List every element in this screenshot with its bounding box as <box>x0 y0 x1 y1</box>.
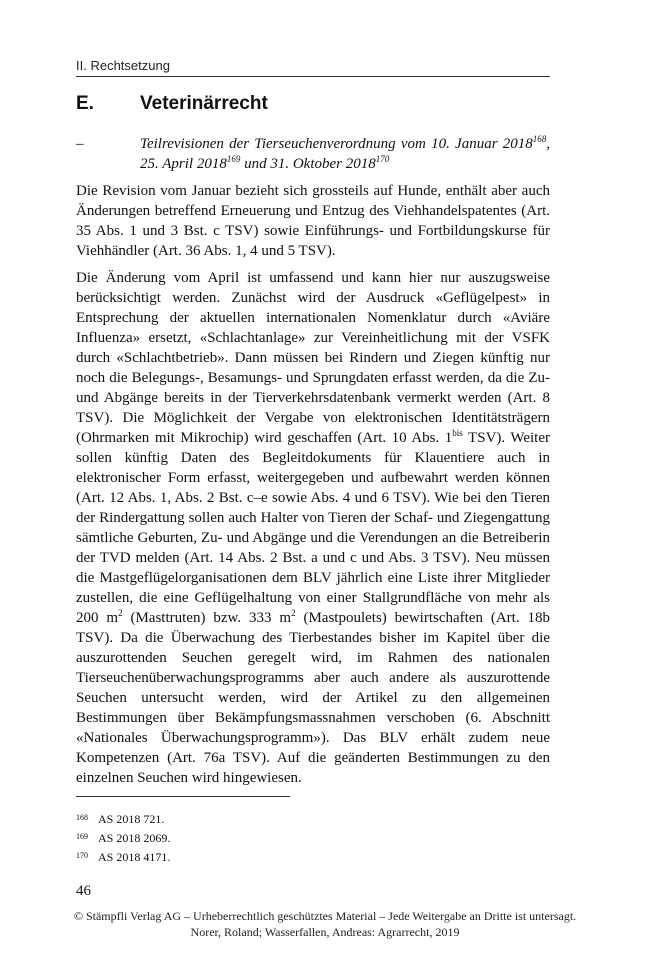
running-head: II. Rechtsetzung <box>76 58 550 77</box>
footnote-text: AS 2018 4171. <box>98 850 171 864</box>
superscript: bis <box>452 428 463 438</box>
footnote <box>76 829 550 848</box>
footnote-number: 170 <box>76 851 88 860</box>
paragraph-text: (Mastpoulets) bewirtschaften (Art. 18b TSV). Da die Überwachung des Tierbestandes bisher im Kapitel über die auszurottenden Seuchen geregelt wird, im Rahmen des nationalen Tierseuchenüberwachungsprogramms aber auch andere als auszurottende Seuchen untersucht werden, wird der Artikel zu den allgemeinen Bestimmungen über Bekämpfungsmassnahmen verschoben (6. Abschnitt «Nationales Überwachungsprogramm»). Das BLV erhält zudem neue Kompetenzen (Art. 76a TSV). Auf die geänderten Bestimmungen zu den einzelnen Seuchen wird hingewiesen. <box>76 610 550 786</box>
footnote-text: AS 2018 721. <box>98 812 165 826</box>
footnote-number: 168 <box>76 813 88 822</box>
subsection-heading <box>76 134 550 174</box>
subsection-title-part: und 31. Oktober 2018 <box>240 156 376 172</box>
subsection-dash: – <box>76 136 84 152</box>
paragraph-text: (Masttruten) bzw. 333 m <box>122 610 292 626</box>
subsection-title <box>140 134 550 174</box>
paragraph: Die Revision vom Januar bezieht sich grossteils auf Hunde, enthält aber auch Änderungen betreffend Erneuerung und Entzug des Viehhandelspatentes (Art. 35 Abs. 1 und 3 Bst. c TSV) sowie Einführungs- und Fortbildungskurse für Viehhändler (Art. 36 Abs. 1, 4 und 5 TSV). <box>76 183 550 259</box>
citation-line: Norer, Roland; Wasserfallen, Andreas: Agrarrecht, 2019 <box>190 925 460 939</box>
page-number: 46 <box>76 883 91 899</box>
subsection-title-part: Teilrevisionen der Tierseuchenverordnung vom 10. Januar 2018 <box>140 136 533 152</box>
paragraph-text: TSV). Weiter sollen künftig Daten des Begleitdokuments für Klauentiere auch in elektronischer Form erfasst, weitergegeben und aufbewahrt werden können (Art. 12 Abs. 1, Abs. 2 Bst. c–e sowie Abs. 4 und 6 TSV). Wie bei den Tieren der Rindergattung sollen auch Halter von Tieren der Schaf- und Ziegengattung sämtliche Geburten, Zu- und Abgänge und die Verendungen an die Betreiberin der TVD melden (Art. 14 Abs. 2 Bst. a und c und Abs. 3 TSV). Neu müssen die Mastgeflügelorganisationen dem BLV jährlich eine Liste ihrer Mitglieder zustellen, die eine Geflügelhaltung von einer Stallgrundfläche von mehr als 200 m <box>76 430 550 626</box>
copyright-notice <box>0 908 650 940</box>
footnote-ref: 169 <box>226 154 241 164</box>
footnote <box>76 810 550 829</box>
footnote-number: 169 <box>76 832 88 841</box>
paragraph-text: Die Änderung vom April ist umfassend und kann hier nur auszugsweise berücksichtigt werden. Zunächst wird der Ausdruck «Geflügelpest» in Entsprechung der aktuellen internationalen Nomenklatur durch «Aviäre Influenza» ersetzt, «Schlachtanlage» zur Vereinheitlichung mit der VSFK durch «Schlachtbetrieb». Dann müssen bei Rindern und Ziegen künftig nur noch die Belegungs-, Besamungs- und Sprungdaten erfasst werden, da die Zu- und Abgänge bereits in der Tierverkehrsdatenbank vermerkt werden (Art. 8 TSV). Die Möglichkeit der Vergabe von elektronischen Identitätsträgern (Ohrmarken mit Mikrochip) wird geschaffen (Art. 10 Abs. 1 <box>76 270 550 446</box>
footnotes <box>76 810 550 867</box>
footnote-text: AS 2018 2069. <box>98 831 171 845</box>
paragraph <box>76 268 550 788</box>
subsection-title-part: , 25. April 2018 <box>140 136 550 172</box>
copyright-line: © Stämpfli Verlag AG – Urheberrechtlich geschütztes Material – Jede Weitergabe an Dritte ist untersagt. <box>73 909 577 923</box>
superscript: 2 <box>291 608 296 618</box>
section-number: E. <box>76 93 94 114</box>
body-text <box>76 181 550 795</box>
footnote <box>76 848 550 867</box>
superscript: 2 <box>118 608 123 618</box>
footnote-divider <box>76 796 290 797</box>
section-title: Veterinärrecht <box>140 93 268 114</box>
footnote-ref: 170 <box>375 154 390 164</box>
footnote-ref: 168 <box>532 134 547 144</box>
